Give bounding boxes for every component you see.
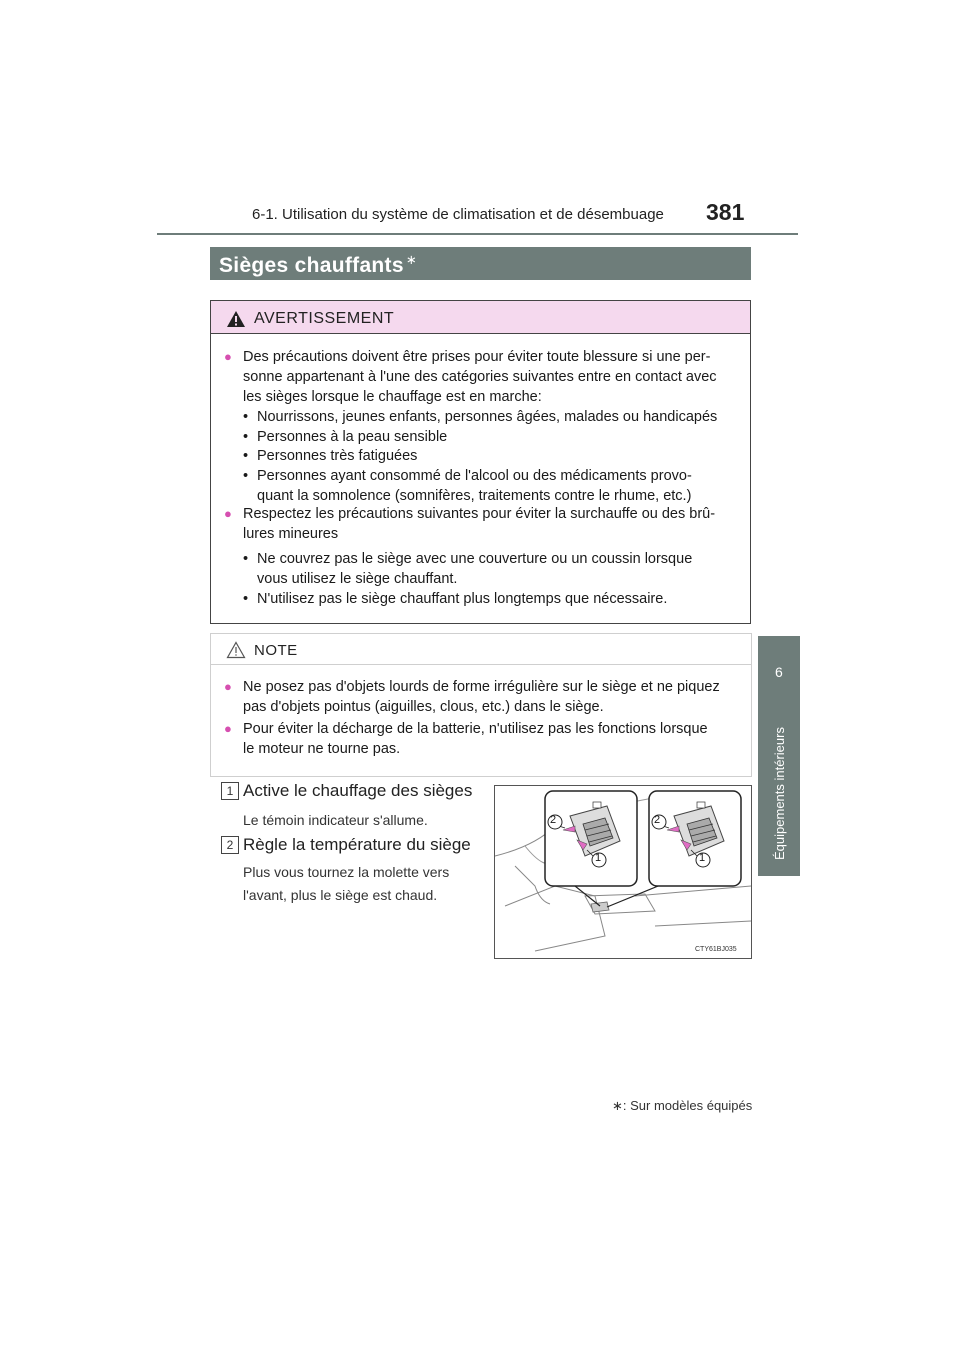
- warning-sub-2: Personnes à la peau sensible: [257, 429, 448, 445]
- warning-sub-4-cont: quant la somnolence (somnifères, traitements contre le rhume, etc.): [257, 488, 692, 504]
- sub-bullet: •: [243, 448, 249, 464]
- step-description: [243, 861, 465, 907]
- text-line: les sièges lorsque le chauffage est en marche:: [243, 389, 542, 405]
- optional-mark: ∗: [405, 252, 418, 267]
- warning-item-2: [243, 504, 743, 544]
- header-rule: [157, 233, 798, 235]
- chapter-number: 6: [775, 664, 783, 680]
- callout-label: 2: [654, 814, 661, 826]
- bullet-dot: ●: [224, 506, 232, 521]
- footnote-mark: ∗: [612, 1098, 623, 1113]
- text-line: Plus vous tournez la molette vers: [243, 864, 450, 880]
- chapter-label: Équipements intérieurs: [771, 726, 787, 860]
- section-title: [219, 252, 417, 278]
- page-number: 381: [706, 199, 745, 225]
- text-line: Respectez les précautions suivantes pour éviter la surchauffe ou des brû-: [243, 506, 716, 522]
- text-line: Ne couvrez pas le siège avec une couverture ou un coussin lorsque: [257, 551, 693, 567]
- callout-label: 1: [595, 852, 602, 864]
- bullet-dot: ●: [224, 721, 232, 736]
- warning-sub-3: Personnes très fatiguées: [257, 448, 418, 464]
- step-number-badge: 2: [221, 836, 239, 854]
- illustration-code: CTY61BJ035: [695, 946, 737, 953]
- text-line: le moteur ne tourne pas.: [243, 741, 401, 757]
- text-line: Pour éviter la décharge de la batterie, n'utilisez pas les fonctions lorsque: [243, 721, 708, 737]
- bullet-dot: ●: [224, 679, 232, 694]
- warning-item-1: [243, 347, 743, 407]
- text-line: sonne appartenant à l'une des catégories suivantes entre en contact avec: [243, 369, 717, 385]
- step-title: Règle la température du siège: [243, 835, 471, 854]
- note-item-2: [243, 719, 743, 759]
- text-line: Personnes ayant consommé de l'alcool ou des médicaments provo-: [257, 468, 692, 484]
- sub-bullet: •: [243, 551, 249, 567]
- chapter-label-container: [761, 710, 797, 876]
- console-drawing: [495, 786, 751, 958]
- seat-heater-illustration: [494, 785, 752, 959]
- bullet-dot: ●: [224, 349, 232, 364]
- text-line: lures mineures: [243, 526, 339, 542]
- footnote: [612, 1098, 752, 1114]
- warning-sub-5: [257, 549, 741, 569]
- sub-bullet: •: [243, 591, 249, 607]
- warning-sub-4: [257, 466, 741, 486]
- step-title: Active le chauffage des sièges: [243, 781, 473, 800]
- footnote-text: : Sur modèles équipés: [622, 1098, 753, 1113]
- text-line: pas d'objets pointus (aiguilles, clous, etc.) dans le siège.: [243, 699, 604, 715]
- sub-bullet: •: [243, 409, 249, 425]
- callout-label: 1: [699, 852, 706, 864]
- warning-sub-6: N'utilisez pas le siège chauffant plus longtemps que nécessaire.: [257, 591, 668, 607]
- callout-label: 2: [550, 814, 557, 826]
- caution-outline-icon: [226, 641, 246, 659]
- warning-title: AVERTISSEMENT: [254, 310, 395, 327]
- step-number-badge: 1: [221, 782, 239, 800]
- header-section-title: 6-1. Utilisation du système de climatisation et de désembuage: [252, 206, 664, 223]
- text-line: Ne posez pas d'objets lourds de forme irrégulière sur le siège et ne piquez: [243, 679, 720, 695]
- warning-triangle-icon: [226, 310, 246, 328]
- section-title-text: Sièges chauffants: [219, 254, 404, 277]
- sub-bullet: •: [243, 429, 249, 445]
- warning-sub-5-cont: vous utilisez le siège chauffant.: [257, 571, 458, 587]
- sub-bullet: •: [243, 468, 249, 484]
- note-item-1: [243, 677, 743, 717]
- warning-sub-1: Nourrissons, jeunes enfants, personnes âgées, malades ou handicapés: [257, 409, 718, 425]
- step-description: Le témoin indicateur s'allume.: [243, 812, 428, 828]
- text-line: Des précautions doivent être prises pour éviter toute blessure si une per-: [243, 349, 711, 365]
- note-title: NOTE: [254, 642, 298, 659]
- text-line: l'avant, plus le siège est chaud.: [243, 887, 438, 903]
